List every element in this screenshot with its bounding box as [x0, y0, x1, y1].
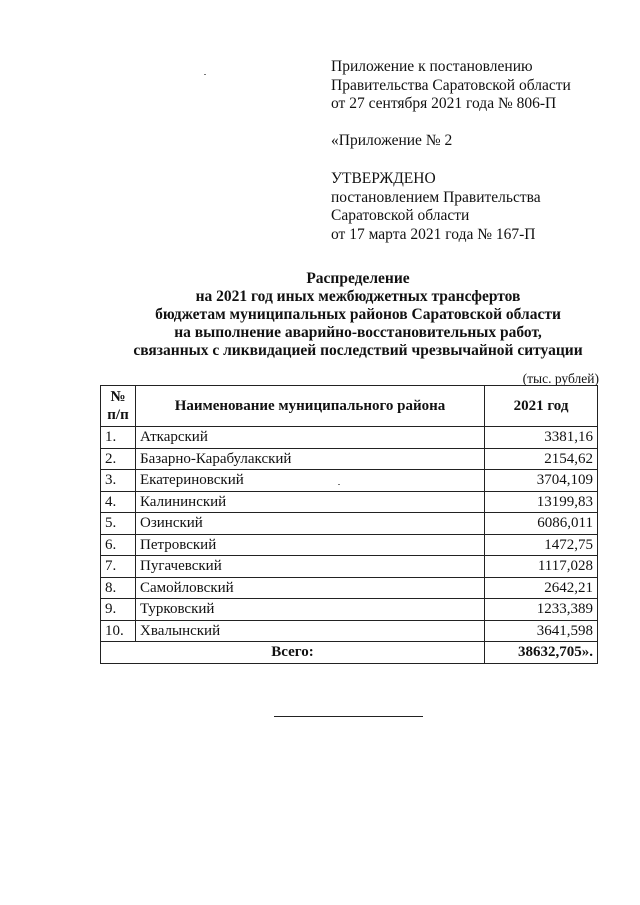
scan-speck	[338, 484, 340, 485]
district-name: Турковский	[136, 599, 485, 621]
header-district-name: Наименование муниципального района	[136, 386, 485, 427]
row-number: 4.	[101, 491, 136, 513]
district-name: Екатериновский	[136, 470, 485, 492]
table-row	[101, 448, 598, 470]
header-number-symbol: №	[110, 389, 126, 405]
closing-rule	[274, 716, 423, 717]
scan-speck	[204, 74, 206, 75]
table-row	[101, 577, 598, 599]
table-header-row	[101, 386, 598, 427]
total-amount: 38632,705».	[485, 642, 598, 664]
title-line: на выполнение аварийно-восстановительных работ,	[174, 324, 542, 341]
approved-line: от 17 марта 2021 года № 167-П	[331, 225, 536, 243]
row-number: 8.	[101, 577, 136, 599]
amount: 1117,028	[485, 556, 598, 578]
district-name: Хвалынский	[136, 620, 485, 642]
row-number: 6.	[101, 534, 136, 556]
appendix-label: «Приложение № 2	[331, 131, 453, 149]
amount: 2642,21	[485, 577, 598, 599]
amount: 1233,389	[485, 599, 598, 621]
approval-header	[331, 58, 631, 244]
table-row	[101, 556, 598, 578]
row-number: 7.	[101, 556, 136, 578]
row-number: 9.	[101, 599, 136, 621]
district-name: Самойловский	[136, 577, 485, 599]
header-number	[101, 386, 136, 427]
row-number: 2.	[101, 448, 136, 470]
district-name: Петровский	[136, 534, 485, 556]
table-row	[101, 427, 598, 449]
document-title	[0, 270, 640, 360]
table-row	[101, 534, 598, 556]
table-row	[101, 599, 598, 621]
header-line: Приложение к постановлению	[331, 58, 533, 75]
approved-line: постановлением Правительства	[331, 188, 541, 206]
table-row	[101, 470, 598, 492]
approved-stamp-text: УТВЕРЖДЕНО	[331, 170, 436, 187]
amount: 2154,62	[485, 448, 598, 470]
header-year: 2021 год	[485, 386, 598, 427]
amount: 1472,75	[485, 534, 598, 556]
title-line: связанных с ликвидацией последствий чрезвычайной ситуации	[133, 342, 583, 359]
row-number: 1.	[101, 427, 136, 449]
title-line: на 2021 год иных межбюджетных трансфертов	[195, 288, 521, 305]
total-label: Всего:	[101, 642, 485, 664]
district-name: Аткарский	[136, 427, 485, 449]
table-row	[101, 513, 598, 535]
district-name: Базарно-Карабулакский	[136, 448, 485, 470]
table-row	[101, 491, 598, 513]
row-number: 5.	[101, 513, 136, 535]
amount: 3641,598	[485, 620, 598, 642]
district-name: Калининский	[136, 491, 485, 513]
row-number: 3.	[101, 470, 136, 492]
header-number-abbr: п/п	[107, 407, 129, 423]
district-name: Пугачевский	[136, 556, 485, 578]
amount: 3381,16	[485, 427, 598, 449]
table-row	[101, 620, 598, 642]
district-name: Озинский	[136, 513, 485, 535]
distribution-table	[100, 385, 598, 664]
header-line: Правительства Саратовской области	[331, 76, 571, 94]
amount: 3704,109	[485, 470, 598, 492]
amount: 6086,011	[485, 513, 598, 535]
title-line: бюджетам муниципальных районов Саратовской области	[155, 306, 561, 323]
approved-line: Саратовской области	[331, 207, 470, 224]
row-number: 10.	[101, 620, 136, 642]
total-row	[101, 642, 598, 664]
units-note: (тыс. рублей)	[522, 371, 599, 386]
amount: 13199,83	[485, 491, 598, 513]
title-line: Распределение	[306, 270, 410, 287]
header-line: от 27 сентября 2021 года № 806-П	[331, 95, 557, 112]
